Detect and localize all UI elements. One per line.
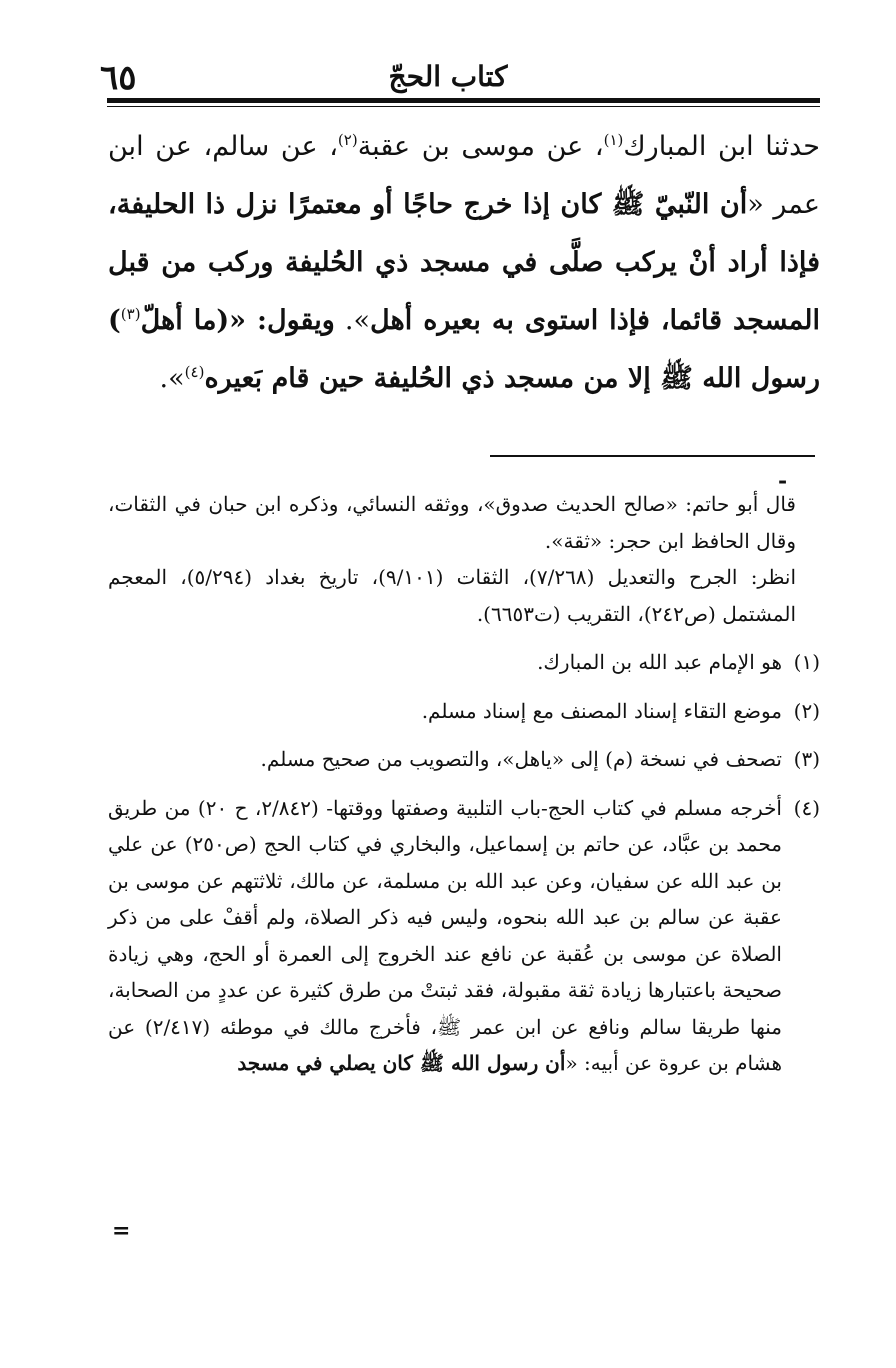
footnote-3 <box>108 741 820 778</box>
body-text-5: ». <box>159 363 185 394</box>
footnote-text-4a: أخرجه مسلم في كتاب الحج-باب التلبية وصفتها ووقتها- (٢/٨٤٢، ح ٢٠) من طريق محمد بن عبَّاد، عن حاتم بن إسماعيل، والبخاري في كتاب الحج (ص٢٥٠) عن علي بن عبد الله عن سفيان، وعن عبد الله بن مسلمة، عن مالك، ثلاثتهم عن موسى بن عقبة عن سالم بن عبد الله بنحوه، وليس فيه ذكر الصلاة، ولم أقفْ على من ذكر الصلاة عن موسى بن عُقبة عن نافع عند الخروج إلى العمرة أو الحج، وهي زيادة صحيحة باعتبارها زيادة ثقة مقبولة، فقد ثبتتْ من طرق كثيرة عن عددٍ من الصحابة، منها طريقا سالم ونافع عن ابن عمر ﷺ، فأخرج مالك في موطئه (٢/٤١٧) عن هشام بن عروة عن أبيه: « <box>108 795 782 1075</box>
footnote-number-4: (٤) <box>793 795 820 820</box>
footnote-text-1: هو الإمام عبد الله بن المبارك. <box>537 650 782 674</box>
page-number: ٦٥ <box>100 58 137 98</box>
footnotes <box>108 486 820 1082</box>
footnote-ref-1: (١) <box>603 131 624 149</box>
header-rule-thin <box>107 106 820 107</box>
body-text-2: ، عن موسى بن عقبة <box>357 131 604 162</box>
footnote-number-1: (١) <box>793 650 820 674</box>
footnote-number-3: (٣) <box>793 747 820 771</box>
footnote-ref-3: (٣) <box>120 305 141 323</box>
continuation-mark-top: - <box>778 468 788 494</box>
header-rule-thick <box>107 98 820 103</box>
hadith-text: أن النّبيّ ﷺ كان إذا خرج حاجًا أو معتمرًا نزل ذا الحليفة، فإذا أراد أنْ يركب صلَّى في مسجد ذي الحُليفة وركب من قبل المسجد قائما، فإذا استوى به بعيره أهل <box>108 189 821 336</box>
footnote-continuation-2: انظر: الجرح والتعديل (٧/٢٦٨)، الثقات (٩/١٠١)، تاريخ بغداد (٥/٢٩٤)، المعجم المشتمل (ص٢٤٢)، التقريب (ت٦٦٥٣). <box>108 565 796 626</box>
footnote-ref-4: (٤) <box>184 363 205 381</box>
footnote-number-2: (٢) <box>793 698 820 723</box>
body-text-4: ». <box>334 305 371 336</box>
footnote-text-2: موضع التقاء إسناد المصنف مع إسناد مسلم. <box>421 698 782 723</box>
continuation-mark-bottom: = <box>112 1218 131 1244</box>
body-text-1: حدثنا ابن المبارك <box>623 131 820 162</box>
footnote-continuation-1: قال أبو حاتم: «صالح الحديث صدوق»، ووثقه النسائي، وذكره ابن حبان في الثقات، وقال الحافظ ابن حجر: «ثقة». <box>108 492 796 553</box>
footnote-text-4b: أن رسول الله ﷺ كان يصلي في مسجد <box>237 1051 566 1075</box>
hadith-text-3: ) رسول الله ﷺ إلا من مسجد ذي الحُليفة حين قام بَعيره <box>108 305 820 394</box>
hadith-text-2: ويقول: «(ما أهلّ <box>140 305 335 336</box>
main-text <box>108 118 820 408</box>
footnote-text-4 <box>108 790 782 1082</box>
body-text-3: ، عن سالم، عن ابن عمر « <box>108 131 820 220</box>
footnote-ref-2: (٢) <box>337 131 358 149</box>
footnote-separator <box>490 455 815 457</box>
running-head: كتاب الحجّ <box>388 60 508 93</box>
footnote-1 <box>108 644 820 681</box>
footnote-text-3: تصحف في نسخة (م) إلى «ياهل»، والتصويب من صحيح مسلم. <box>260 747 782 771</box>
footnote-2 <box>108 693 820 730</box>
footnote-4 <box>108 790 820 1082</box>
